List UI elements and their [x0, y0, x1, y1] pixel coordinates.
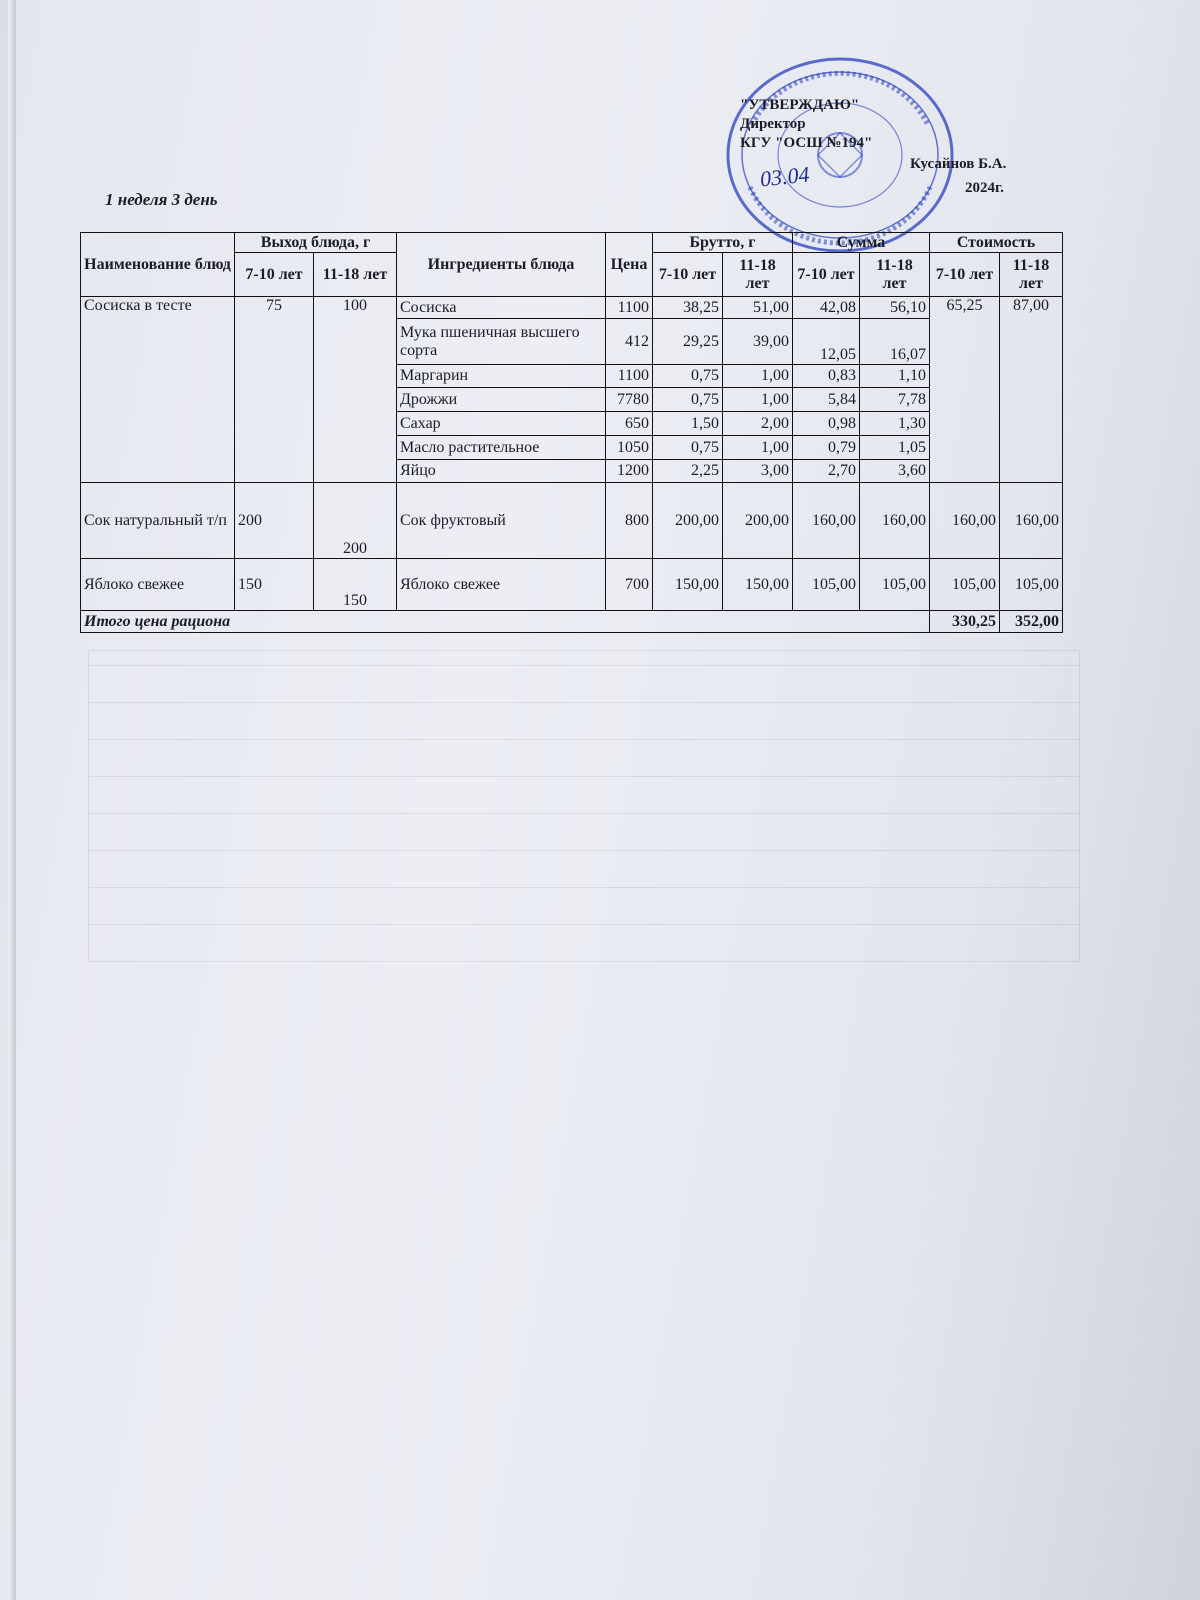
dish-yield-old: 100 — [314, 297, 397, 483]
gross-old: 1,00 — [723, 436, 793, 460]
sum-old: 3,60 — [860, 460, 930, 483]
cost-young: 105,00 — [930, 559, 1000, 611]
ingredient-name: Сахар — [397, 412, 606, 436]
ingredient-name: Сок фруктовый — [397, 483, 606, 559]
dish-yield-old: 150 — [314, 559, 397, 611]
header-age-young: 7-10 лет — [793, 253, 860, 297]
ingredient-price: 700 — [606, 559, 653, 611]
gross-young: 2,25 — [653, 460, 723, 483]
dish-yield-young: 75 — [235, 297, 314, 483]
dish-name: Сок натуральный т/п — [81, 483, 235, 559]
sum-old: 1,30 — [860, 412, 930, 436]
dish-name: Сосиска в тесте — [81, 297, 235, 483]
cost-old: 105,00 — [1000, 559, 1063, 611]
ingredient-name: Маргарин — [397, 365, 606, 388]
dish-yield-old: 200 — [314, 483, 397, 559]
sum-young: 0,98 — [793, 412, 860, 436]
gross-young: 0,75 — [653, 436, 723, 460]
header-age-young: 7-10 лет — [235, 253, 314, 297]
ingredient-name: Яблоко свежее — [397, 559, 606, 611]
table-row — [81, 559, 1063, 611]
ingredient-price: 1050 — [606, 436, 653, 460]
cost-old: 87,00 — [1000, 297, 1063, 483]
sum-old: 1,05 — [860, 436, 930, 460]
approve-org: КГУ "ОСШ №194" — [740, 135, 873, 151]
ingredient-price: 650 — [606, 412, 653, 436]
ingredient-name: Мука пшеничная высшего сорта — [397, 319, 606, 365]
approve-role: Директор — [740, 116, 806, 132]
total-young: 330,25 — [930, 611, 1000, 633]
ingredient-price: 412 — [606, 319, 653, 365]
header-ingredients: Ингредиенты блюда — [397, 233, 606, 297]
sum-old: 56,10 — [860, 297, 930, 319]
gross-young: 200,00 — [653, 483, 723, 559]
gross-old: 200,00 — [723, 483, 793, 559]
gross-old: 1,00 — [723, 365, 793, 388]
header-age-young: 7-10 лет — [653, 253, 723, 297]
gross-old: 51,00 — [723, 297, 793, 319]
approval-block — [740, 96, 872, 153]
header-gross: Брутто, г — [653, 233, 793, 253]
director-name: Кусайнов Б.А. — [910, 156, 1007, 172]
approve-title: "УТВЕРЖДАЮ" — [740, 97, 860, 113]
sum-young: 105,00 — [793, 559, 860, 611]
gross-young: 150,00 — [653, 559, 723, 611]
gross-young: 38,25 — [653, 297, 723, 319]
ingredient-price: 7780 — [606, 388, 653, 412]
dish-name: Яблоко свежее — [81, 559, 235, 611]
header-age-old: 11-18 лет — [860, 253, 930, 297]
ingredient-price: 800 — [606, 483, 653, 559]
dish-yield-young: 150 — [235, 559, 314, 611]
total-row — [81, 611, 1063, 633]
sum-old: 16,07 — [860, 319, 930, 365]
sum-old: 7,78 — [860, 388, 930, 412]
gross-old: 150,00 — [723, 559, 793, 611]
week-day-title: 1 неделя 3 день — [105, 190, 218, 209]
sum-old: 160,00 — [860, 483, 930, 559]
sum-old: 105,00 — [860, 559, 930, 611]
total-old: 352,00 — [1000, 611, 1063, 633]
header-cost: Стоимость — [930, 233, 1063, 253]
header-sum: Сумма — [793, 233, 930, 253]
ingredient-name: Яйцо — [397, 460, 606, 483]
gross-young: 29,25 — [653, 319, 723, 365]
gross-young: 0,75 — [653, 388, 723, 412]
cost-young: 65,25 — [930, 297, 1000, 483]
gross-old: 3,00 — [723, 460, 793, 483]
sum-young: 0,83 — [793, 365, 860, 388]
gross-old: 1,00 — [723, 388, 793, 412]
cost-old: 160,00 — [1000, 483, 1063, 559]
dish-yield-young: 200 — [235, 483, 314, 559]
gross-old: 39,00 — [723, 319, 793, 365]
handwritten-date: 03.04 — [758, 161, 811, 192]
ingredient-price: 1100 — [606, 365, 653, 388]
ingredient-name: Масло растительное — [397, 436, 606, 460]
ingredient-price: 1100 — [606, 297, 653, 319]
gross-young: 1,50 — [653, 412, 723, 436]
table-row — [81, 297, 1063, 319]
header-age-old: 11-18 лет — [1000, 253, 1063, 297]
sum-old: 1,10 — [860, 365, 930, 388]
ingredient-name: Сосиска — [397, 297, 606, 319]
sum-young: 160,00 — [793, 483, 860, 559]
table-row — [81, 483, 1063, 559]
sum-young: 5,84 — [793, 388, 860, 412]
header-age-old: 11-18 лет — [314, 253, 397, 297]
header-dish-name: Наименование блюд — [81, 233, 235, 297]
header-age-old: 11-18 лет — [723, 253, 793, 297]
sum-young: 12,05 — [793, 319, 860, 365]
sum-young: 0,79 — [793, 436, 860, 460]
header-price: Цена — [606, 233, 653, 297]
ingredient-name: Дрожжи — [397, 388, 606, 412]
sum-young: 2,70 — [793, 460, 860, 483]
approve-year: 2024г. — [965, 180, 1004, 196]
cost-young: 160,00 — [930, 483, 1000, 559]
gross-old: 2,00 — [723, 412, 793, 436]
menu-table — [80, 232, 1063, 633]
header-yield: Выход блюда, г — [235, 233, 397, 253]
total-label: Итого цена рациона — [81, 611, 930, 633]
ingredient-price: 1200 — [606, 460, 653, 483]
header-age-young: 7-10 лет — [930, 253, 1000, 297]
bleed-through-table — [88, 650, 1080, 962]
gross-young: 0,75 — [653, 365, 723, 388]
sheet-edge — [8, 0, 16, 1600]
sum-young: 42,08 — [793, 297, 860, 319]
